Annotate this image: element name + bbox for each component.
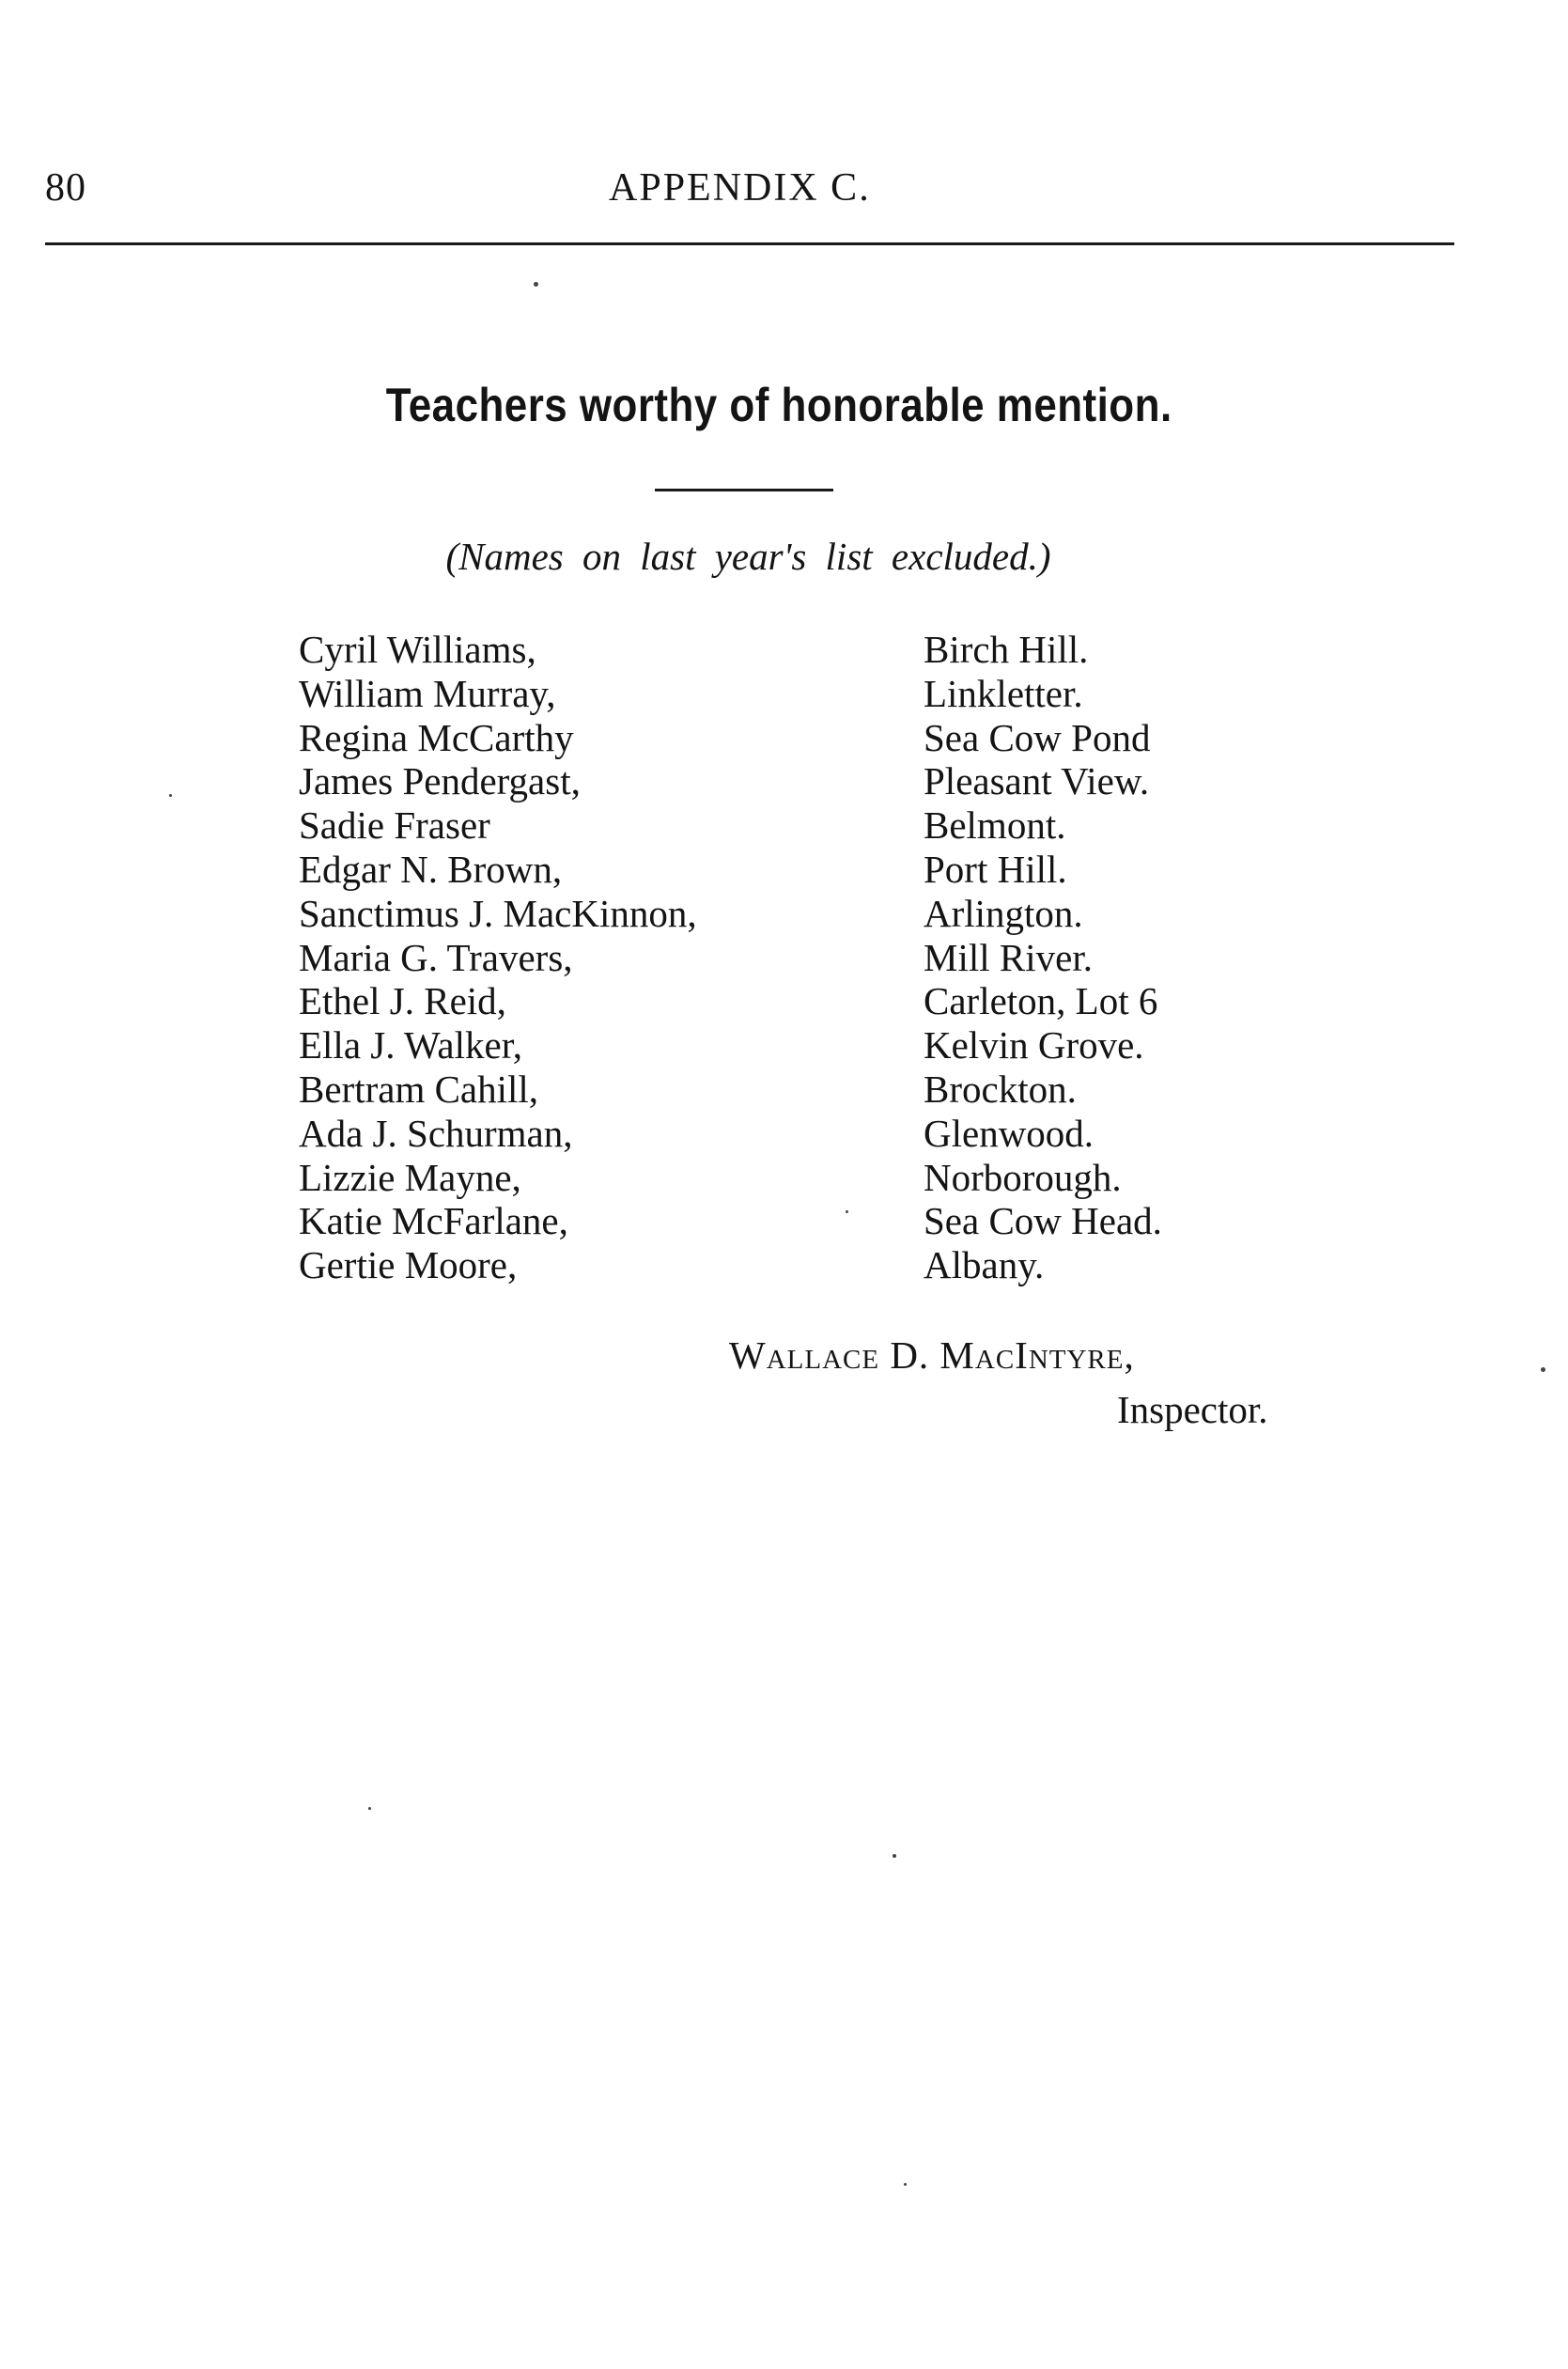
teacher-place: Pleasant View. (924, 759, 1150, 803)
teacher-place: Belmont. (924, 803, 1066, 848)
teacher-name: Sanctimus J. MacKinnon, (299, 891, 697, 935)
teacher-place: Linkletter. (924, 671, 1083, 715)
teacher-name: Edgar N. Brown, (299, 847, 563, 891)
teacher-name: James Pendergast, (299, 759, 581, 803)
teacher-place: Sea Cow Pond (924, 715, 1151, 759)
teacher-name: Katie McFarlane, (299, 1199, 568, 1243)
list-item (299, 1243, 1295, 1287)
page-number: 80 (45, 166, 86, 210)
teacher-place: Birch Hill. (924, 628, 1089, 671)
teacher-name: Cyril Williams, (299, 628, 536, 671)
section-heading: Teachers worthy of honorable mention. (385, 379, 1172, 431)
heading-rule (655, 489, 833, 491)
teacher-name: Ada J. Schurman, (299, 1111, 573, 1155)
teacher-place: Port Hill. (924, 847, 1067, 891)
list-item (299, 892, 1295, 936)
teacher-place: Brockton. (924, 1067, 1077, 1111)
teacher-name: Lizzie Mayne, (299, 1155, 521, 1199)
scan-speck (1541, 1367, 1545, 1372)
header-rule (45, 242, 1454, 245)
signature-name: Wallace D. MacIntyre, (729, 1333, 1135, 1377)
teacher-name: Ella J. Walker, (299, 1023, 522, 1068)
running-title: APPENDIX C. (609, 166, 871, 210)
list-item (299, 672, 1295, 716)
scan-speck (893, 1854, 896, 1858)
section-subheading: (Names on last year's list excluded.) (445, 535, 1051, 578)
teacher-place: Sea Cow Head. (924, 1199, 1162, 1243)
teacher-name: Maria G. Travers, (299, 935, 573, 979)
list-item (299, 803, 1295, 848)
scan-speck (904, 2183, 907, 2186)
running-head (45, 165, 1454, 222)
list-item (299, 716, 1295, 760)
list-item (299, 848, 1295, 892)
signature-title: Inspector. (1117, 1388, 1268, 1431)
teacher-list (299, 628, 1295, 1287)
list-item (299, 1112, 1295, 1156)
teacher-place: Norborough. (924, 1155, 1122, 1199)
teacher-name: Regina McCarthy (299, 715, 574, 759)
teacher-name: Gertie Moore, (299, 1243, 518, 1287)
list-item (299, 1023, 1295, 1068)
teacher-name: Bertram Cahill, (299, 1067, 539, 1111)
list-item (299, 1199, 1295, 1243)
scan-speck (169, 794, 172, 797)
list-item (299, 628, 1295, 672)
list-item (299, 936, 1295, 980)
teacher-place: Kelvin Grove. (924, 1023, 1144, 1068)
teacher-name: Sadie Fraser (299, 803, 490, 848)
teacher-place: Albany. (924, 1243, 1045, 1287)
scan-speck (846, 1210, 848, 1213)
list-item (299, 1068, 1295, 1112)
list-item (299, 979, 1295, 1023)
teacher-place: Carleton, Lot 6 (924, 979, 1158, 1023)
teacher-name: Ethel J. Reid, (299, 979, 506, 1023)
teacher-place: Arlington. (924, 891, 1083, 935)
scan-speck (534, 282, 538, 287)
teacher-place: Mill River. (924, 935, 1093, 979)
teacher-name: William Murray, (299, 671, 556, 715)
teacher-place: Glenwood. (924, 1111, 1094, 1155)
list-item (299, 759, 1295, 803)
list-item (299, 1156, 1295, 1200)
scan-speck (368, 1807, 371, 1810)
